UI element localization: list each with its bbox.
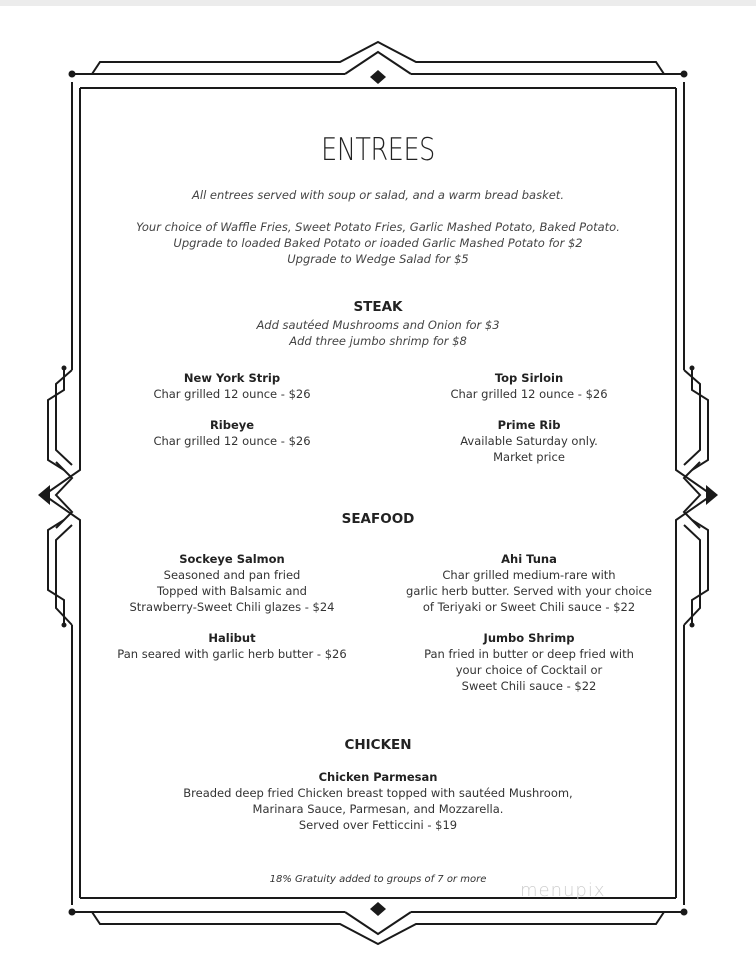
- section-title-seafood: SEAFOOD: [341, 511, 415, 527]
- item-desc: Sweet Chili sauce - $22: [461, 679, 597, 693]
- section-title-chicken: CHICKEN: [344, 737, 412, 753]
- item-desc: Topped with Balsamic and: [157, 584, 307, 598]
- menu-item-chicken-parmesan: [128, 769, 628, 833]
- section-title-steak: STEAK: [353, 299, 403, 315]
- intro-line: Upgrade to loaded Baked Potato or ioaded Garlic Mashed Potato for $2: [173, 236, 583, 250]
- item-name: Chicken Parmesan: [318, 770, 438, 784]
- item-desc: Strawberry-Sweet Chili glazes - $24: [129, 600, 335, 614]
- item-desc: Seasoned and pan fried: [163, 568, 301, 582]
- gratuity-note: 18% Gratuity added to groups of 7 or more: [269, 874, 487, 885]
- item-desc: of Teriyaki or Sweet Chili sauce - $22: [422, 600, 636, 614]
- item-desc: Marinara Sauce, Parmesan, and Mozzarella.: [252, 802, 504, 816]
- menu-item-halibut: [82, 630, 382, 662]
- intro-line: Your choice of Waffle Fries, Sweet Potato Fries, Garlic Mashed Potato, Baked Potato.: [136, 220, 620, 234]
- item-desc: garlic herb butter. Served with your choice: [406, 584, 652, 598]
- item-desc: Char grilled 12 ounce - $26: [153, 434, 311, 448]
- item-desc: Char grilled medium-rare with: [442, 568, 616, 582]
- menu-item-jumbo-shrimp: [379, 630, 679, 694]
- item-desc: Char grilled 12 ounce - $26: [450, 387, 608, 401]
- item-desc: Pan seared with garlic herb butter - $26: [117, 647, 347, 661]
- item-name: Top Sirloin: [494, 371, 564, 385]
- item-desc: your choice of Cocktail or: [455, 663, 603, 677]
- menu-item-sockeye-salmon: [82, 551, 382, 615]
- steak-note: Add three jumbo shrimp for $8: [289, 334, 467, 348]
- item-name: Prime Rib: [497, 418, 561, 432]
- item-name: Jumbo Shrimp: [483, 631, 575, 645]
- item-name: Halibut: [208, 631, 256, 645]
- item-desc: Breaded deep fried Chicken breast topped with sautéed Mushroom,: [183, 786, 573, 800]
- menu-item-prime-rib: [379, 417, 679, 465]
- item-desc: Pan fried in butter or deep fried with: [424, 647, 634, 661]
- intro-line: Upgrade to Wedge Salad for $5: [287, 252, 469, 266]
- menu-item-top-sirloin: [379, 370, 679, 402]
- item-desc: Market price: [493, 450, 565, 464]
- intro-line: All entrees served with soup or salad, and a warm bread basket.: [192, 188, 564, 202]
- item-desc: Char grilled 12 ounce - $26: [153, 387, 311, 401]
- menu-item-new-york-strip: [82, 370, 382, 402]
- steak-note: Add sautéed Mushrooms and Onion for $3: [256, 318, 500, 332]
- item-desc: Served over Fetticcini - $19: [298, 818, 458, 832]
- item-desc: Available Saturday only.: [460, 434, 598, 448]
- item-name: Ribeye: [209, 418, 255, 432]
- menu-item-ribeye: [82, 417, 382, 449]
- page-title: ENTREES: [321, 132, 435, 168]
- watermark: menupix: [520, 880, 606, 901]
- menu-item-ahi-tuna: [379, 551, 679, 615]
- item-name: Sockeye Salmon: [179, 552, 285, 566]
- item-name: New York Strip: [183, 371, 281, 385]
- item-name: Ahi Tuna: [501, 552, 557, 566]
